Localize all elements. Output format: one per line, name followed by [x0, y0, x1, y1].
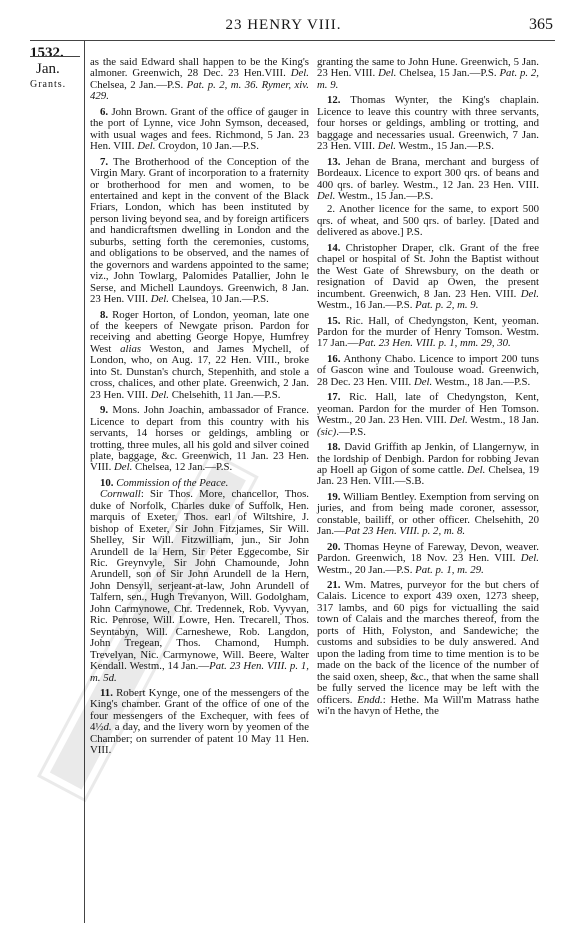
- entry-15: 15. Ric. Hall, of Chedyngston, Kent, yeoman. Pardon for the murder of Henry Tomson. Westm. 17 Jan.—Pat. 23 Hen. VIII. p. 1, mm. 29, 30.: [317, 314, 539, 350]
- patent-reference: Pat. 23 Hen. VIII. p. 1, m. 5d.: [90, 660, 309, 684]
- right-column: [317, 57, 539, 721]
- entry-continued-5: as the said Edward shall happen to be the King's almoner. Greenwich, 28 Dec. 23 Hen.VIII. Del. Chelsea, 2 Jan.—P.S. Pat. p. 2, m. 36. Rymer, xiv. 429.: [90, 56, 309, 103]
- entry-16: 16. Anthony Chabo. Licence to import 200 tuns of Gascon wine and Toulouse woad. Greenwich, 28 Dec. 23 Hen. VIII. Del. Westm., 18 Jan.—P.S.: [317, 352, 540, 388]
- entry-8: 8. Roger Horton, of London, yeoman, late one of the keepers of Newgate prison. Pardon for receiving and abetting George Hopye, Humfrey West alias Weston, and James Mychell, of London, who, on Aug. 17, 22 Hen. VIII., broke into St. Dunstan's church, Stepenhith, and stole a cross, chalices, and other plate. Greenwich, 2 Jan. 23 Hen. VIII. Del. Chelsehith, 11 Jan.—P.S.: [90, 308, 309, 401]
- margin-month: Jan.: [36, 61, 60, 77]
- entry-13-2: 2. Another licence for the same, to export 500 qrs. of wheat, and 500 qrs. of barley. [Dated and delivered as above.] P.S.: [317, 203, 539, 239]
- entry-6: 6. John Brown. Grant of the office of gauger in the port of Lynne, vice John Symson, deceased, with usual wages and fees. Richmond, 5 Jan. 23 Hen. VIII. Del. Croydon, 10 Jan.—P.S.: [90, 105, 310, 153]
- patent-reference: Pat. p. 2, m. 9.: [415, 299, 479, 312]
- margin-year: 1532.: [30, 45, 64, 61]
- patent-reference: Pat. 23 Hen. VIII. p. 1, mm. 29, 30.: [358, 337, 511, 350]
- entry-21: 21. Wm. Matres, purveyor for the but chers of Calais. Licence to export 439 oxen, 1273 sheep, 317 lambs, and 60 pigs for victualling the said town of Calais and the marches thereof, from the ports of Hith, Folyston, and Sandewiche; the customs and subsidies to be duly answered. And upon the lading from time to time mention is to be made on the back of the licence of the number of the said oxen, sheep, &c., that when the same shall be fully served the licence may be left with the officers. Endd.: Hethe. Ma Will'm Matrass hathe wi'n the havyn of Hethe, the: [317, 579, 539, 718]
- section-heading: Commission of the Peace.: [116, 476, 229, 489]
- entry-continued-11: granting the same to John Hune. Greenwich, 5 Jan. 23 Hen. VIII. Del. Chelsea, 15 Jan.—P.S. Pat. p. 2, m. 9.: [317, 56, 539, 91]
- patent-reference: Pat. p. 2, m. 9.: [317, 67, 539, 91]
- running-title: 23 HENRY VIII.: [225, 17, 342, 33]
- margin-rule: [30, 56, 80, 57]
- entry-13: 13. Jehan de Brana, merchant and burgess of Bordeaux. Licence to export 300 qrs. of beans and 400 qrs. of barley. Westm., 12 Jan. 23 Hen. VIII. Del. Westm., 15 Jan.—P.S.: [317, 155, 539, 202]
- left-column: [90, 57, 309, 761]
- entry-10: 10. Commission of the Peace. Cornwall: Sir Thos. More, chancellor, Thos. duke of Norfolk, Charles duke of Suffolk, Hen. marquis of Exeter, Thos. earl of Wiltshire, J. bishop of Exeter, Sir John Fitzjames, Sir Will. Shelley, Sir Will. Fitzwilliam, jun., Sir John Arundell de la Hern, Sir Peter Eggecombe, Sir Ric. Greynvyle, Sir John Chamounde, John Arundell, son of Sir John Arundell de la Hern, John Densyll, serjeant-at-law, John Arundell of Talfern, sen., Hugh Trevanyon, Will. Godolgham, John Carmynowe, Chr. Tredennek, Rob. Vyvyan, Ric. Penrose, Will. Lowre, Hen. Trecarell, Thos. Seyntabyn, Will. Carneshewe, Rob. Langdon, John Tregean, Thos. Chamond, Humph. Trevelyan, Nic. Carmynowe, Will. Beere, Walter Kendall. Westm., 14 Jan.—Pat. 23 Hen. VIII. p. 1, m. 5d.: [90, 476, 309, 684]
- patent-reference: Pat. p. 2, m. 36. Rymer, xiv. 429.: [90, 78, 309, 103]
- header-rule: [30, 40, 555, 41]
- entry-7: 7. The Brotherhood of the Conception of the Virgin Mary. Grant of incorporation to a fraternity or brotherhood for men and women, to be entertained and kept in the convent of the Black Friars, London, which has been instituted by person living beyond sea, and by foreign artificers and handicraftsmen dwelling in London and the suburbs, setting forth the ceremonies, customs, and obligations to be observed, and the names of the governors and wardens appointed to the same; viz., John Towlarg, Palomides Patallier, John le Serse, and Michell Laundoys. Greenwich, 8 Jan. 23 Hen. VIII. Del. Chelsea, 10 Jan.—P.S.: [90, 155, 309, 306]
- margin-section: Grants.: [30, 79, 67, 90]
- entry-12: 12. Thomas Wynter, the King's chaplain. Licence to leave this country with three servants, four horses or geldings, ambling or trotting, and baggage and necessaries usual. Greenwich, 7 Jan. 23 Hen. VIII. Del. Westm., 15 Jan.—P.S.: [317, 94, 539, 153]
- page-number: 365: [529, 16, 553, 33]
- entry-17: 17. Ric. Hall, late of Chedyngston, Kent, yeoman. Pardon for the murder of Hen Tomson. Westm., 20 Jan. 23 Hen. VIII. Del. Westm., 18 Jan. (sic).—P.S.: [317, 391, 540, 438]
- patent-reference: Pat. p. 1, m. 29.: [415, 563, 484, 576]
- entry-19: 19. William Bentley. Exemption from serving on juries, and from being made coroner, assessor, constable, bailiff, or other officer. Chelsehith, 20 Jan.—Pat 23 Hen. VIII. p. 2, m. 8.: [317, 490, 539, 538]
- patent-reference: Pat 23 Hen. VIII. p. 2, m. 8.: [344, 525, 466, 538]
- entry-20: 20. Thomas Heyne of Fareway, Devon, weaver. Pardon. Greenwich, 18 Nov. 23 Hen. VIII. Del. Westm., 20 Jan.—P.S. Pat. p. 1, m. 29.: [317, 540, 539, 576]
- entry-14: 14. Christopher Draper, clk. Grant of the free chapel or hospital of St. John the Baptist without the West Gate of Shrewsbury, on the death or resignation of David ap Owen, the present incumbent. Greenwich, 8 Jan. 23 Hen. VIII. Del. Westm., 16 Jan.—P.S. Pat. p. 2, m. 9.: [317, 241, 539, 312]
- county-name: Cornwall: [100, 488, 141, 501]
- entry-18: 18. David Griffith ap Jenkin, of Llangernyw, in the lordship of Denbigh. Pardon for robbing Jevan ap Hoell ap Gigon of some cattle. Del. Chelsea, 19 Jan. 23 Hen. VIII.—S.B.: [317, 441, 540, 488]
- entry-9: 9. Mons. John Joachin, ambassador of France. Licence to depart from this country with his servants, 14 horses or geldings, ambling or trotting, three mules, all his gold and silver coined plate, baggage, &c. Greenwich, 11 Jan. 23 Hen. VIII. Del. Chelsea, 12 Jan.—P.S.: [90, 404, 309, 474]
- entry-11: 11. Robert Kynge, one of the messengers of the King's chamber. Grant of the office of one of the four messengers of the Exchequer, with fees of 4½d. a day, and the livery worn by yeomen of the Chamber; on surrender of patent 10 May 11 Hen. VIII.: [90, 687, 309, 757]
